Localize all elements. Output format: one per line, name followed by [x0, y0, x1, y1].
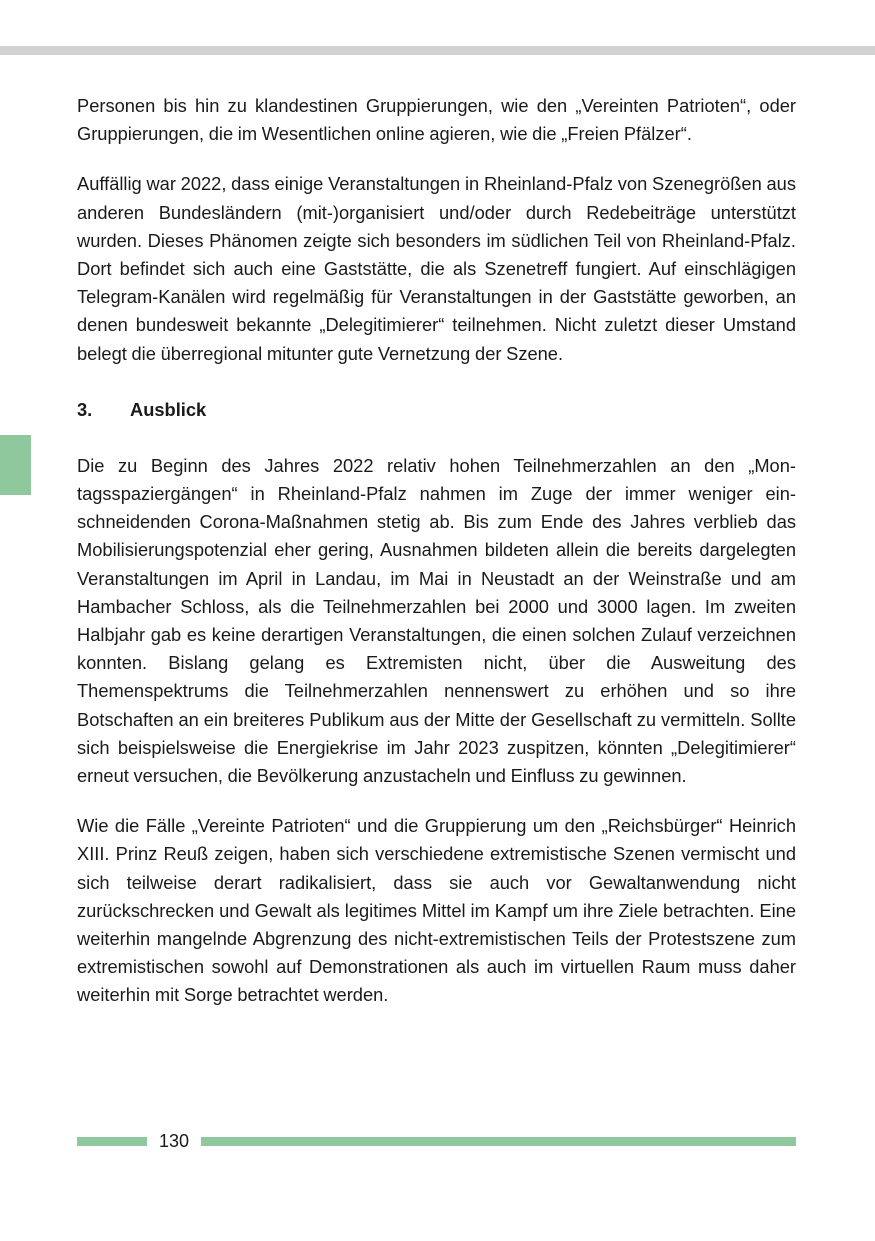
page-number: 130 [158, 1131, 190, 1151]
footer-bar-right [201, 1137, 796, 1146]
paragraph-szene-vernetzung: Auffällig war 2022, dass einige Veranstaltungen in Rheinland-Pfalz von Szenegrößen aus anderen Bundesländern (mit-)organisiert und/oder durch Redebeiträge unterstützt wurden. Dieses Phänomen zeigte sich besonders im südlichen Teil von Rheinland-Pfalz. Dort befindet sich auch eine Gaststätte, die als Szenetreff fungiert. Auf einschlägigen Telegram-Kanälen wird regelmäßig für Veranstaltungen in der Gaststätte geworben, an denen bundesweit bekannte „Delegitimierer“ teilnehmen. Nicht zuletzt dieser Umstand belegt die überregional mitunter gute Vernetzung der Szene. [77, 173, 796, 364]
paragraph-continued: Personen bis hin zu klandestinen Gruppierungen, wie den „Vereinten Patrioten“, oder Gruppierungen, die im Wesentlichen online agieren, wie die „Freien Pfälzer“. [77, 95, 796, 145]
top-rule [0, 46, 875, 55]
page-body [77, 92, 796, 1010]
paragraph-ausblick-1: Die zu Beginn des Jahres 2022 relativ hohen Teilnehmerzahlen an den „Montagsspaziergängen“ in Rheinland-Pfalz nahmen im Zuge der immer weniger einschneidenden Corona-Maßnahmen stetig ab. Bis zum Ende des Jahres verblieb das Mobilisierungspotenzial eher gering, Ausnahmen bildeten allein die bereits dargelegten Veranstaltungen im April in Landau, im Mai in Neustadt an der Weinstraße und am Hambacher Schloss, als die Teilnehmerzahlen bei 2000 und 3000 lagen. Im zweiten Halbjahr gab es keine derartigen Veranstaltungen, die einen solchen Zulauf verzeichnen konnten. Bislang gelang es Extremisten nicht, über die Ausweitung des Themenspektrums die Teilnehmerzahlen nennenswert zu erhöhen und so ihre Botschaften an ein breiteres Publikum aus der Mitte der Gesellschaft zu vermitteln. Sollte sich beispielsweise die Energiekrise im Jahr 2023 zuspitzen, könnten „Delegitimierer“ erneut versuchen, die Bevölkerung anzustacheln und Einfluss zu gewinnen. [77, 454, 796, 787]
page-footer [77, 1128, 796, 1154]
paragraph-ausblick-2: Wie die Fälle „Vereinte Patrioten“ und die Gruppierung um den „Reichsbürger“ Heinrich XIII. Prinz Reuß zeigen, haben sich verschiedene extremistische Szenen vermischt und sich teilweise derart radikalisiert, dass sie auch vor Gewaltanwendung nicht zurückschrecken und Gewalt als legitimes Mittel im Kampf um ihre Ziele betrachten. Eine weiterhin mangelnde Abgrenzung des nicht-extremistischen Teils der Protestszene zum extremistischen sowohl auf Demonstrationen als auch im virtuellen Raum muss daher weiterhin mit Sorge betrachtet werden. [77, 815, 796, 1006]
section-heading [77, 392, 796, 428]
chapter-tab-marker [0, 435, 31, 495]
section-title: Ausblick [130, 398, 207, 420]
footer-bar-left [77, 1137, 147, 1146]
section-number: 3. [77, 398, 93, 420]
